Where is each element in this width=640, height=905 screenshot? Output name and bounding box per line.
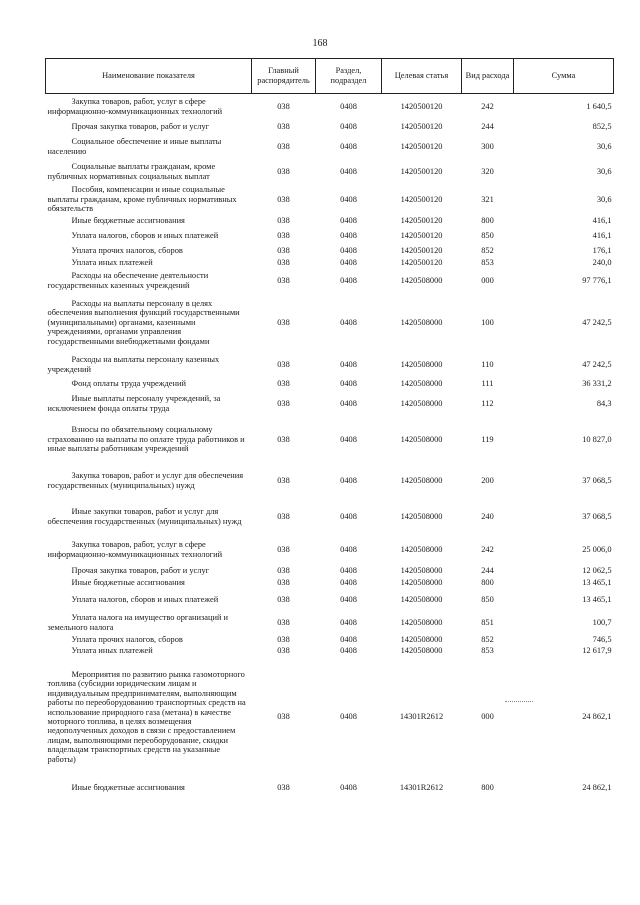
row-section-cell: 0408: [340, 141, 357, 151]
row-expense-type-cell: 321: [481, 194, 494, 204]
row-manager-cell: 038: [277, 511, 290, 521]
row-manager-cell: 038: [277, 317, 290, 327]
row-manager-cell: 038: [277, 166, 290, 176]
row-name-cell: [46, 611, 252, 635]
row-sum-cell: 100,7: [592, 617, 612, 627]
row-name-cell: [46, 185, 252, 215]
row-name-text: Иные закупки товаров, работ и услуг для обеспечения государственных (муниципальных) нужд: [47, 507, 242, 526]
table-row: [46, 635, 614, 646]
row-expense-type-cell: 850: [481, 230, 494, 240]
row-sum-cell: 36 331,2: [582, 378, 612, 388]
table-row: [46, 463, 614, 499]
header-section: Раздел, подраздел: [316, 59, 382, 94]
row-name-cell: [46, 589, 252, 611]
row-name-cell: [46, 499, 252, 535]
row-expense-type-cell: 853: [481, 646, 494, 656]
row-target-cell: 1420500120: [400, 215, 443, 225]
row-manager-cell: 038: [277, 215, 290, 225]
header-expense-type: Вид расхода: [462, 59, 514, 94]
row-section-cell: 0408: [340, 102, 357, 112]
row-name-text: Уплата налога на имущество организаций и земельного налога: [47, 613, 229, 632]
row-section-cell: 0408: [340, 166, 357, 176]
row-name-cell: [46, 120, 252, 135]
row-name-cell: [46, 227, 252, 245]
table-row: [46, 391, 614, 417]
row-sum-cell: 416,1: [592, 215, 612, 225]
table-row: [46, 611, 614, 635]
row-name-cell: [46, 293, 252, 353]
row-name-cell: [46, 353, 252, 377]
table-row: [46, 245, 614, 257]
table-row: [46, 646, 614, 657]
row-section-cell: 0408: [340, 245, 357, 255]
row-name-text: Фонд оплаты труда учреждений: [71, 378, 186, 388]
row-sum-cell: 84,3: [596, 398, 612, 408]
pen-mark: [505, 701, 533, 704]
row-expense-type-cell: 242: [481, 544, 494, 554]
row-name-text: Уплата прочих налогов, сборов: [71, 635, 183, 645]
row-section-cell: 0408: [340, 257, 357, 267]
row-section-cell: 0408: [340, 577, 357, 587]
row-expense-type-cell: 244: [481, 122, 494, 132]
row-manager-cell: 038: [277, 275, 290, 285]
row-section-cell: 0408: [340, 565, 357, 575]
row-manager-cell: 038: [277, 617, 290, 627]
row-name-text: Закупка товаров, работ, услуг в сфере информационно-коммуникационных технологий: [47, 540, 223, 559]
row-expense-type-cell: 320: [481, 166, 494, 176]
row-manager-cell: 038: [277, 712, 290, 722]
header-sum: Сумма: [514, 59, 614, 94]
row-name-text: Закупка товаров, работ, услуг в сфере информационно-коммуникационных технологий: [47, 97, 223, 116]
row-name-text: Уплата налогов, сборов и иных платежей: [71, 594, 219, 604]
row-section-cell: 0408: [340, 230, 357, 240]
row-manager-cell: 038: [277, 398, 290, 408]
table-row: [46, 577, 614, 589]
row-expense-type-cell: 800: [481, 577, 494, 587]
table-row: [46, 120, 614, 135]
row-section-cell: 0408: [340, 635, 357, 645]
row-name-cell: [46, 535, 252, 565]
row-section-cell: 0408: [340, 712, 357, 722]
row-expense-type-cell: 100: [481, 317, 494, 327]
row-expense-type-cell: 112: [481, 398, 494, 408]
row-name-cell: [46, 417, 252, 463]
row-name-text: Прочая закупка товаров, работ и услуг: [71, 122, 210, 132]
row-sum-cell: 13 465,1: [582, 594, 612, 604]
row-expense-type-cell: 852: [481, 635, 494, 645]
row-expense-type-cell: 800: [481, 782, 494, 792]
row-name-text: Уплата прочих налогов, сборов: [71, 245, 183, 255]
row-target-cell: 1420508000: [400, 577, 443, 587]
row-expense-type-cell: 111: [481, 378, 494, 388]
row-expense-type-cell: 200: [481, 475, 494, 485]
row-name-text: Закупка товаров, работ и услуг для обеспечения государственных (муниципальных) нужд: [47, 471, 244, 490]
table-row: [46, 269, 614, 293]
row-sum-cell: 25 006,0: [582, 544, 612, 554]
row-name-cell: [46, 377, 252, 391]
row-manager-cell: 038: [277, 245, 290, 255]
row-target-cell: 1420500120: [400, 166, 443, 176]
row-expense-type-cell: 000: [481, 275, 494, 285]
table-row: [46, 185, 614, 215]
row-name-text: Иные выплаты персоналу учреждений, за исключением фонда оплаты труда: [47, 394, 221, 413]
row-name-text: Иные бюджетные ассигнования: [71, 215, 185, 225]
row-sum-cell: 37 068,5: [582, 475, 612, 485]
row-name-cell: [46, 257, 252, 269]
row-sum-cell: 176,1: [592, 245, 612, 255]
row-name-text: Расходы на выплаты персоналу в целях обеспечения выполнения функций государственными (муниципальными) органами, казенными учреждениями, органами управления государственными внебюджетными фондами: [47, 298, 240, 346]
row-name-cell: [46, 635, 252, 646]
row-manager-cell: 038: [277, 646, 290, 656]
table-row: [46, 159, 614, 185]
row-name-cell: [46, 463, 252, 499]
row-name-text: Социальные выплаты гражданам, кроме публичных нормативных социальных выплат: [47, 162, 216, 181]
row-manager-cell: 038: [277, 565, 290, 575]
row-expense-type-cell: 850: [481, 594, 494, 604]
row-sum-cell: 47 242,5: [582, 359, 612, 369]
row-manager-cell: 038: [277, 257, 290, 267]
row-sum-cell: 30,6: [596, 166, 612, 176]
row-expense-type-cell: 240: [481, 511, 494, 521]
row-target-cell: 1420508000: [400, 475, 443, 485]
row-name-cell: [46, 657, 252, 778]
row-sum-cell: 30,6: [596, 194, 612, 204]
row-section-cell: 0408: [340, 194, 357, 204]
table-row: [46, 353, 614, 377]
row-name-cell: [46, 577, 252, 589]
budget-table: [45, 58, 614, 798]
table-row: [46, 499, 614, 535]
row-manager-cell: 038: [277, 102, 290, 112]
table-header-row: [46, 59, 614, 94]
row-expense-type-cell: 852: [481, 245, 494, 255]
row-sum-cell: 10 827,0: [582, 434, 612, 444]
row-expense-type-cell: 800: [481, 215, 494, 225]
row-name-cell: [46, 245, 252, 257]
table-row: [46, 377, 614, 391]
header-manager: Главный распорядитель: [252, 59, 316, 94]
row-name-cell: [46, 565, 252, 577]
row-target-cell: 1420508000: [400, 635, 443, 645]
row-target-cell: 1420508000: [400, 544, 443, 554]
table-row: [46, 94, 614, 120]
row-name-text: Уплата иных платежей: [71, 646, 153, 656]
row-name-text: Социальное обеспечение и иные выплаты населению: [47, 137, 222, 156]
row-section-cell: 0408: [340, 544, 357, 554]
table-row: [46, 215, 614, 227]
row-expense-type-cell: 851: [481, 617, 494, 627]
row-target-cell: 14301R2612: [399, 712, 444, 722]
table-row: [46, 227, 614, 245]
row-sum-cell: 30,6: [596, 141, 612, 151]
table-row: [46, 778, 614, 798]
row-target-cell: 1420508000: [400, 646, 443, 656]
row-target-cell: 1420508000: [400, 378, 443, 388]
row-section-cell: 0408: [340, 359, 357, 369]
row-name-text: Уплата иных платежей: [71, 257, 153, 267]
row-expense-type-cell: 110: [481, 359, 494, 369]
row-sum-cell: 416,1: [592, 230, 612, 240]
row-section-cell: 0408: [340, 378, 357, 388]
row-target-cell: 1420500120: [400, 257, 443, 267]
page-number: 168: [312, 38, 328, 49]
row-name-text: Прочая закупка товаров, работ и услуг: [71, 565, 210, 575]
row-manager-cell: 038: [277, 635, 290, 645]
row-target-cell: 1420508000: [400, 565, 443, 575]
row-section-cell: 0408: [340, 594, 357, 604]
row-target-cell: 14301R2612: [399, 782, 444, 792]
row-name-text: Расходы на выплаты персоналу казенных учреждений: [47, 355, 220, 374]
row-expense-type-cell: 244: [481, 565, 494, 575]
row-sum-cell: 13 465,1: [582, 577, 612, 587]
row-section-cell: 0408: [340, 617, 357, 627]
row-manager-cell: 038: [277, 230, 290, 240]
row-sum-cell: 1 640,5: [586, 102, 612, 112]
row-name-cell: [46, 94, 252, 120]
row-sum-cell: 24 862,1: [582, 782, 612, 792]
row-name-cell: [46, 269, 252, 293]
row-target-cell: 1420508000: [400, 398, 443, 408]
row-section-cell: 0408: [340, 275, 357, 285]
row-manager-cell: 038: [277, 194, 290, 204]
row-expense-type-cell: 000: [481, 712, 494, 722]
row-name-cell: [46, 159, 252, 185]
row-section-cell: 0408: [340, 122, 357, 132]
table-row: [46, 135, 614, 159]
row-name-text: Мероприятия по развитию рынка газомоторного топлива (субсидии юридическим лицам и индивидуальным предпринимателям, выполняющим работы по переоборудованию транспортных средств на использование природного газа (метана) в качестве моторного топлива, в целях возмещения недополученных доходов в связи с предоставлением лицам, выполняющими переоборудование, скидки владельцам транспортных средств на указанные работы): [47, 669, 246, 764]
row-sum-cell: 47 242,5: [582, 317, 612, 327]
row-name-cell: [46, 778, 252, 798]
row-sum-cell: 12 062,5: [582, 565, 612, 575]
row-expense-type-cell: 242: [481, 102, 494, 112]
row-name-cell: [46, 646, 252, 657]
row-sum-cell: 852,5: [592, 122, 612, 132]
row-section-cell: 0408: [340, 511, 357, 521]
row-manager-cell: 038: [277, 359, 290, 369]
table-row: [46, 257, 614, 269]
row-target-cell: 1420500120: [400, 194, 443, 204]
row-section-cell: 0408: [340, 215, 357, 225]
table-row: [46, 565, 614, 577]
row-manager-cell: 038: [277, 475, 290, 485]
row-expense-type-cell: 853: [481, 257, 494, 267]
row-target-cell: 1420508000: [400, 511, 443, 521]
row-expense-type-cell: 300: [481, 141, 494, 151]
row-manager-cell: 038: [277, 782, 290, 792]
row-sum-cell: 746,5: [592, 635, 612, 645]
row-manager-cell: 038: [277, 577, 290, 587]
row-name-cell: [46, 391, 252, 417]
row-name-text: Взносы по обязательному социальному страхованию на выплаты по оплате труда работников и иные выплаты работникам учреждений: [47, 425, 245, 454]
row-sum-cell: 97 776,1: [582, 275, 612, 285]
row-section-cell: 0408: [340, 317, 357, 327]
table-row: [46, 535, 614, 565]
row-sum-cell: 24 862,1: [582, 712, 612, 722]
row-name-cell: [46, 215, 252, 227]
row-expense-type-cell: 119: [481, 434, 494, 444]
row-name-cell: [46, 135, 252, 159]
row-target-cell: 1420500120: [400, 102, 443, 112]
row-section-cell: 0408: [340, 434, 357, 444]
row-manager-cell: 038: [277, 594, 290, 604]
row-target-cell: 1420500120: [400, 230, 443, 240]
table-row: [46, 417, 614, 463]
table-row: [46, 589, 614, 611]
row-target-cell: 1420500120: [400, 141, 443, 151]
row-name-text: Уплата налогов, сборов и иных платежей: [71, 230, 219, 240]
row-target-cell: 1420508000: [400, 359, 443, 369]
row-target-cell: 1420500120: [400, 245, 443, 255]
row-name-text: Расходы на обеспечение деятельности государственных казенных учреждений: [47, 271, 209, 290]
row-target-cell: 1420508000: [400, 275, 443, 285]
row-target-cell: 1420508000: [400, 434, 443, 444]
row-section-cell: 0408: [340, 782, 357, 792]
row-target-cell: 1420508000: [400, 594, 443, 604]
table-row: [46, 657, 614, 778]
row-name-text: Пособия, компенсации и иные социальные выплаты гражданам, кроме публичных нормативных обязательств: [47, 185, 237, 214]
row-sum-cell: 12 617,9: [582, 646, 612, 656]
table-row: [46, 293, 614, 353]
header-name: Наименование показателя: [46, 59, 252, 94]
row-name-text: Иные бюджетные ассигнования: [71, 782, 185, 792]
row-name-text: Иные бюджетные ассигнования: [71, 577, 185, 587]
header-target: Целевая статья: [382, 59, 462, 94]
row-target-cell: 1420500120: [400, 122, 443, 132]
row-manager-cell: 038: [277, 544, 290, 554]
row-manager-cell: 038: [277, 378, 290, 388]
row-target-cell: 1420508000: [400, 617, 443, 627]
row-sum-cell: 240,0: [592, 257, 612, 267]
row-section-cell: 0408: [340, 646, 357, 656]
row-manager-cell: 038: [277, 141, 290, 151]
row-manager-cell: 038: [277, 434, 290, 444]
row-section-cell: 0408: [340, 475, 357, 485]
row-section-cell: 0408: [340, 398, 357, 408]
row-manager-cell: 038: [277, 122, 290, 132]
row-target-cell: 1420508000: [400, 317, 443, 327]
row-sum-cell: 37 068,5: [582, 511, 612, 521]
